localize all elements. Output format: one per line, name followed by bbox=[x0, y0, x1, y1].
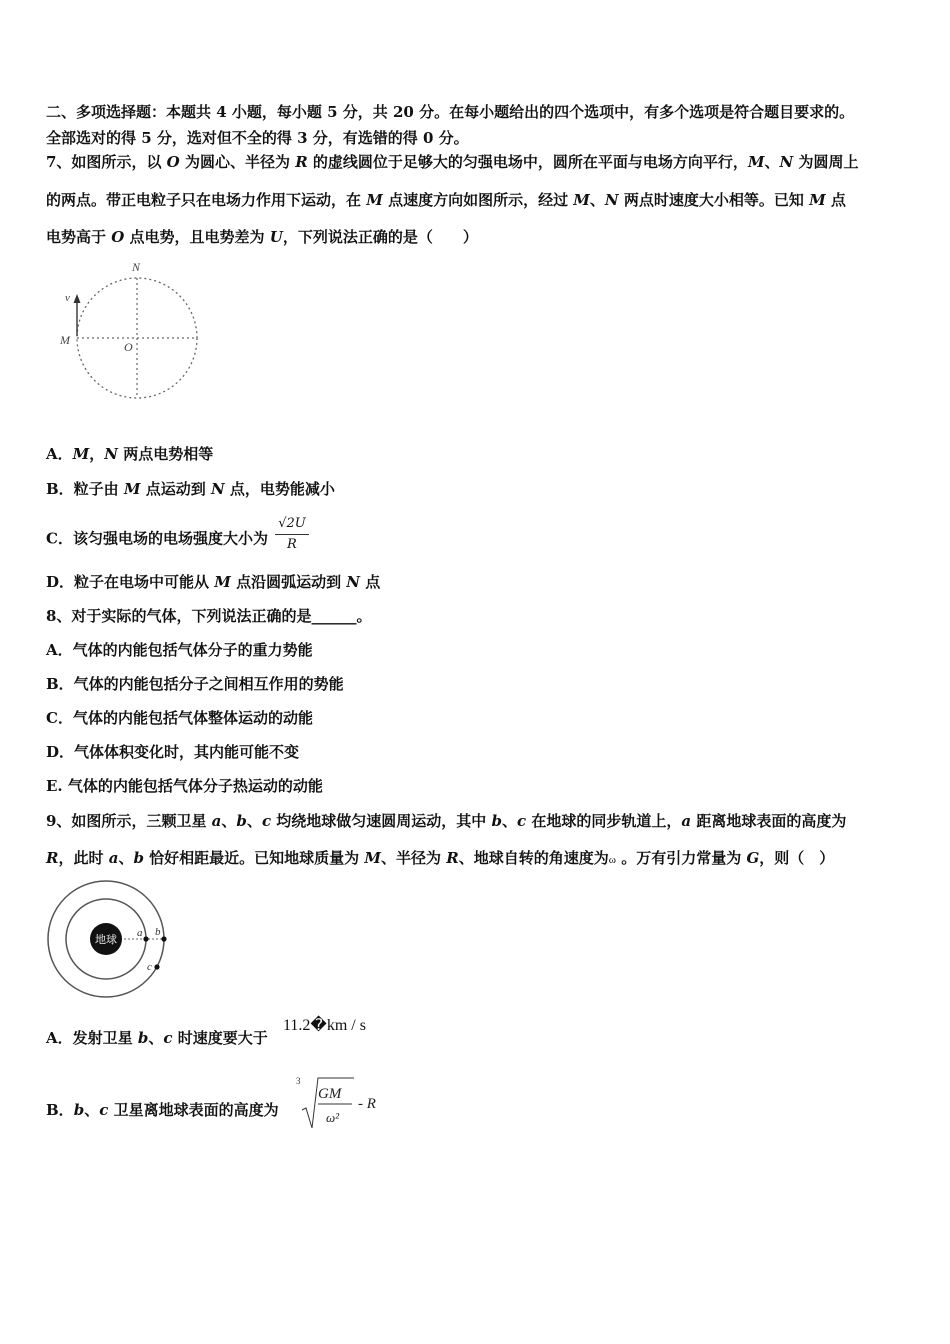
q9-orbit-figure bbox=[42, 878, 182, 1002]
section-header-line2: 全部选对的得 5 分，选对但不全的得 3 分，有选错的得 0 分。 bbox=[46, 129, 469, 147]
q8-option-c[interactable]: C．气体的内能包括气体整体运动的动能 bbox=[46, 709, 313, 727]
velocity-arrowhead bbox=[74, 294, 81, 303]
q9-option-b[interactable]: B．b、c 卫星离地球表面的高度为 bbox=[46, 1101, 279, 1119]
q9-stem-line2: R，此时 a、b 恰好相距最近。已知地球质量为 M、半径为 R、地球自转的角速度为ω 。万有引力常量为 G，则（ ） bbox=[46, 849, 835, 867]
label-N: N bbox=[132, 260, 141, 274]
q8-option-b[interactable]: B．气体的内能包括分子之间相互作用的势能 bbox=[46, 675, 344, 693]
q7-option-d[interactable]: D．粒子在电场中可能从 M 点沿圆弧运动到 N 点 bbox=[46, 573, 381, 591]
fraction-denominator: ω² bbox=[326, 1110, 340, 1125]
satellite-a bbox=[143, 936, 148, 941]
label-a: a bbox=[137, 927, 143, 939]
label-c: c bbox=[147, 961, 152, 973]
q8-stem: 8、对于实际的气体，下列说法正确的是______。 bbox=[46, 607, 372, 625]
satellite-c bbox=[154, 964, 159, 969]
q7-circle-figure bbox=[52, 258, 212, 408]
root-index: 3 bbox=[296, 1076, 301, 1086]
q7-option-a[interactable]: A．M，N 两点电势相等 bbox=[46, 445, 214, 463]
label-M: M bbox=[60, 333, 70, 347]
label-O: O bbox=[124, 340, 133, 354]
section-header-line1: 二、多项选择题：本题共 4 小题，每小题 5 分，共 20 分。在每小题给出的四个选项中，有多个选项是符合题目要求的。 bbox=[46, 103, 855, 121]
q9-option-a[interactable]: A．发射卫星 b、c 时速度要大于 bbox=[46, 1029, 268, 1047]
q8-option-e[interactable]: E. 气体的内能包括气体分子热运动的动能 bbox=[46, 777, 323, 795]
q7-option-c[interactable]: C．该匀强电场的电场强度大小为 $\frac{√2U}{R}$ bbox=[46, 524, 309, 555]
q8-option-d[interactable]: D．气体体积变化时，其内能可能不变 bbox=[46, 743, 300, 761]
satellite-b bbox=[161, 936, 166, 941]
q9-option-a-value: 11.2�km / s bbox=[283, 1017, 366, 1034]
minus-R: - R bbox=[358, 1096, 376, 1112]
label-v: v bbox=[65, 292, 70, 304]
label-b: b bbox=[155, 926, 161, 938]
q8-option-a[interactable]: A．气体的内能包括气体分子的重力势能 bbox=[46, 641, 313, 659]
fraction-numerator: GM bbox=[318, 1086, 342, 1102]
cube-root-expression bbox=[292, 1072, 392, 1132]
field-strength-fraction: $\frac{√2U}{R}$ bbox=[275, 514, 309, 555]
q9-stem-line1: 9、如图所示，三颗卫星 a、b、c 均绕地球做匀速圆周运动，其中 b、c 在地球的同步轨道上，a 距离地球表面的高度为 bbox=[46, 812, 847, 830]
q7-stem-line3: 电势高于 O 点电势，且电势差为 U，下列说法正确的是（ ） bbox=[46, 228, 478, 246]
earth-label: 地球 bbox=[95, 934, 117, 946]
q7-stem-line1: 7、如图所示，以 O 为圆心、半径为 R 的虚线圆位于足够大的匀强电场中，圆所在平面与电场方向平行，M、N 为圆周上 bbox=[46, 153, 859, 171]
q7-stem-line2: 的两点。带正电粒子只在电场力作用下运动，在 M 点速度方向如图所示，经过 M、N 两点时速度大小相等。已知 M 点 bbox=[46, 191, 846, 209]
q7-option-b[interactable]: B．粒子由 M 点运动到 N 点，电势能减小 bbox=[46, 480, 335, 498]
